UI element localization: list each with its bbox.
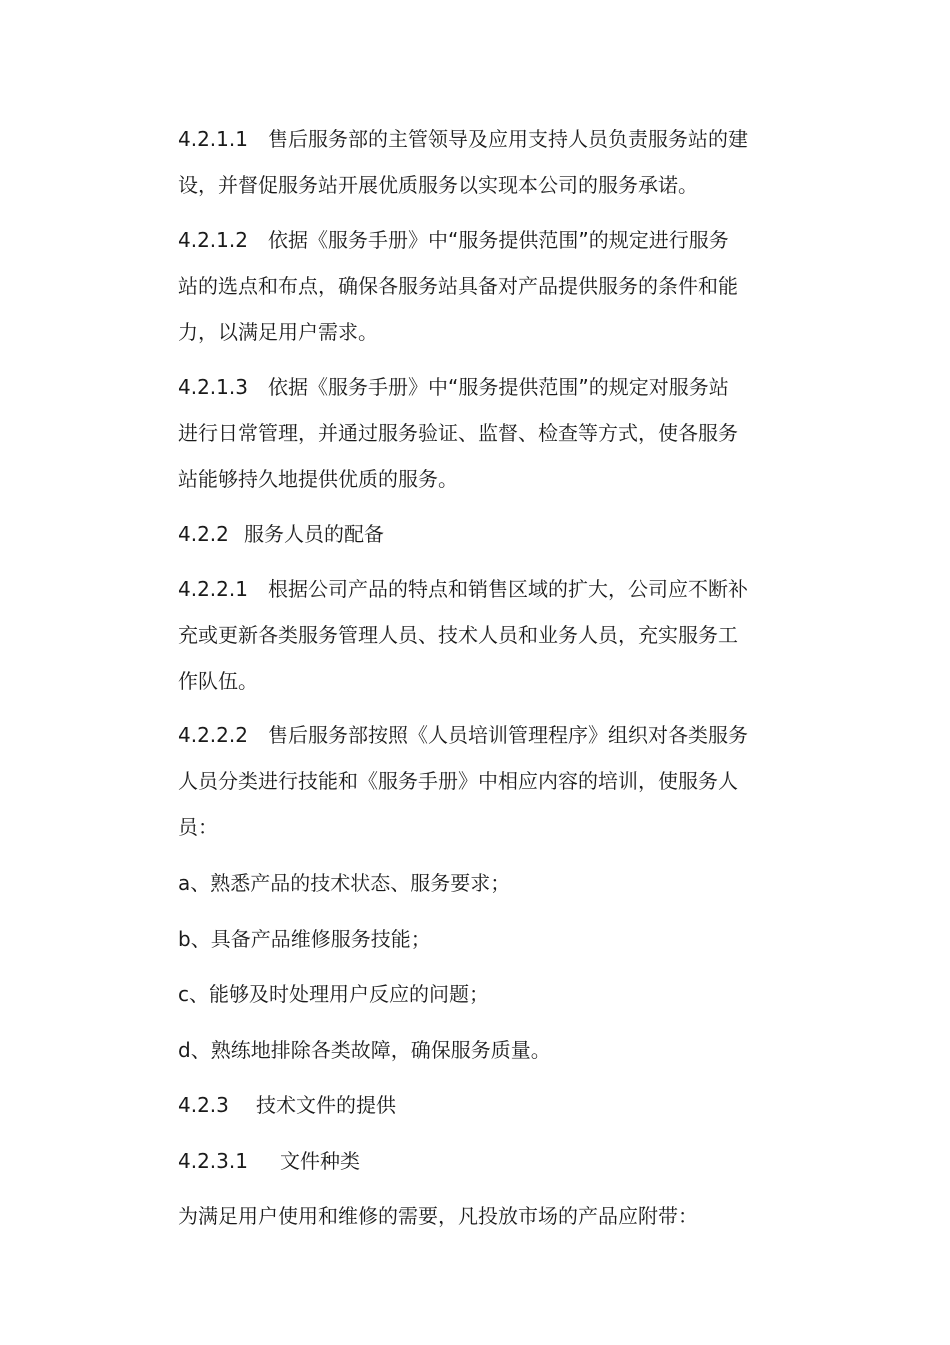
paragraph-line: 4.2.2.2 售后服务部按照《人员培训管理程序》组织对各类服务 bbox=[178, 712, 778, 758]
paragraph-line: 4.2.2 服务人员的配备 bbox=[178, 511, 778, 557]
paragraph-4-2-1-3 bbox=[178, 364, 778, 502]
list-item-b bbox=[178, 916, 778, 962]
section-heading-4-2-3-1 bbox=[178, 1138, 778, 1184]
paragraph-line: 站的选点和布点，确保各服务站具备对产品提供服务的条件和能 bbox=[178, 274, 738, 298]
section-heading-4-2-3 bbox=[178, 1082, 778, 1128]
paragraph-closing bbox=[178, 1193, 778, 1239]
list-item-text: c、能够及时处理用户反应的问题； bbox=[178, 982, 489, 1006]
paragraph-line: 设，并督促服务站开展优质服务以实现本公司的服务承诺。 bbox=[178, 173, 698, 197]
paragraph-line: 为满足用户使用和维修的需要，凡投放市场的产品应附带： bbox=[178, 1204, 698, 1228]
paragraph-line: 4.2.3 技术文件的提供 bbox=[178, 1082, 778, 1128]
list-item-text: d、熟练地排除各类故障，确保服务质量。 bbox=[178, 1038, 551, 1062]
section-number: 4.2.2.1 bbox=[178, 577, 248, 601]
paragraph-4-2-2-2 bbox=[178, 712, 778, 850]
paragraph-4-2-1-1 bbox=[178, 116, 778, 208]
paragraph-line: 充或更新各类服务管理人员、技术人员和业务人员，充实服务工 bbox=[178, 623, 738, 647]
paragraph-line: 进行日常管理，并通过服务验证、监督、检查等方式，使各服务 bbox=[178, 421, 738, 445]
paragraph-line: 人员分类进行技能和《服务手册》中相应内容的培训，使服务人 bbox=[178, 769, 738, 793]
paragraph-line: 4.2.3.1 文件种类 bbox=[178, 1138, 778, 1184]
section-heading-4-2-2 bbox=[178, 511, 778, 557]
paragraph-line: 4.2.1.1 售后服务部的主管领导及应用支持人员负责服务站的建 bbox=[178, 116, 778, 162]
paragraph-line: 力，以满足用户需求。 bbox=[178, 320, 378, 344]
list-item-a bbox=[178, 860, 778, 906]
section-number: 4.2.3.1 bbox=[178, 1149, 248, 1173]
paragraph-line: 4.2.2.1 根据公司产品的特点和销售区域的扩大，公司应不断补 bbox=[178, 566, 778, 612]
list-item-text: a、熟悉产品的技术状态、服务要求； bbox=[178, 871, 511, 895]
paragraph-line: 4.2.1.2 依据《服务手册》中“服务提供范围”的规定进行服务 bbox=[178, 217, 778, 263]
paragraph-line: 员： bbox=[178, 815, 218, 839]
section-number: 4.2.3 bbox=[178, 1093, 229, 1117]
paragraph-line: 站能够持久地提供优质的服务。 bbox=[178, 467, 458, 491]
section-number: 4.2.1.3 bbox=[178, 375, 248, 399]
section-number: 4.2.2 bbox=[178, 522, 229, 546]
list-item-text: b、具备产品维修服务技能； bbox=[178, 927, 431, 951]
section-number: 4.2.2.2 bbox=[178, 723, 248, 747]
list-item-d bbox=[178, 1027, 778, 1073]
paragraph-4-2-1-2 bbox=[178, 217, 778, 355]
section-number: 4.2.1.2 bbox=[178, 228, 248, 252]
section-number: 4.2.1.1 bbox=[178, 127, 248, 151]
paragraph-line: 作队伍。 bbox=[178, 669, 258, 693]
list-item-c bbox=[178, 971, 778, 1017]
paragraph-4-2-2-1 bbox=[178, 566, 778, 704]
paragraph-line: 4.2.1.3 依据《服务手册》中“服务提供范围”的规定对服务站 bbox=[178, 364, 778, 410]
